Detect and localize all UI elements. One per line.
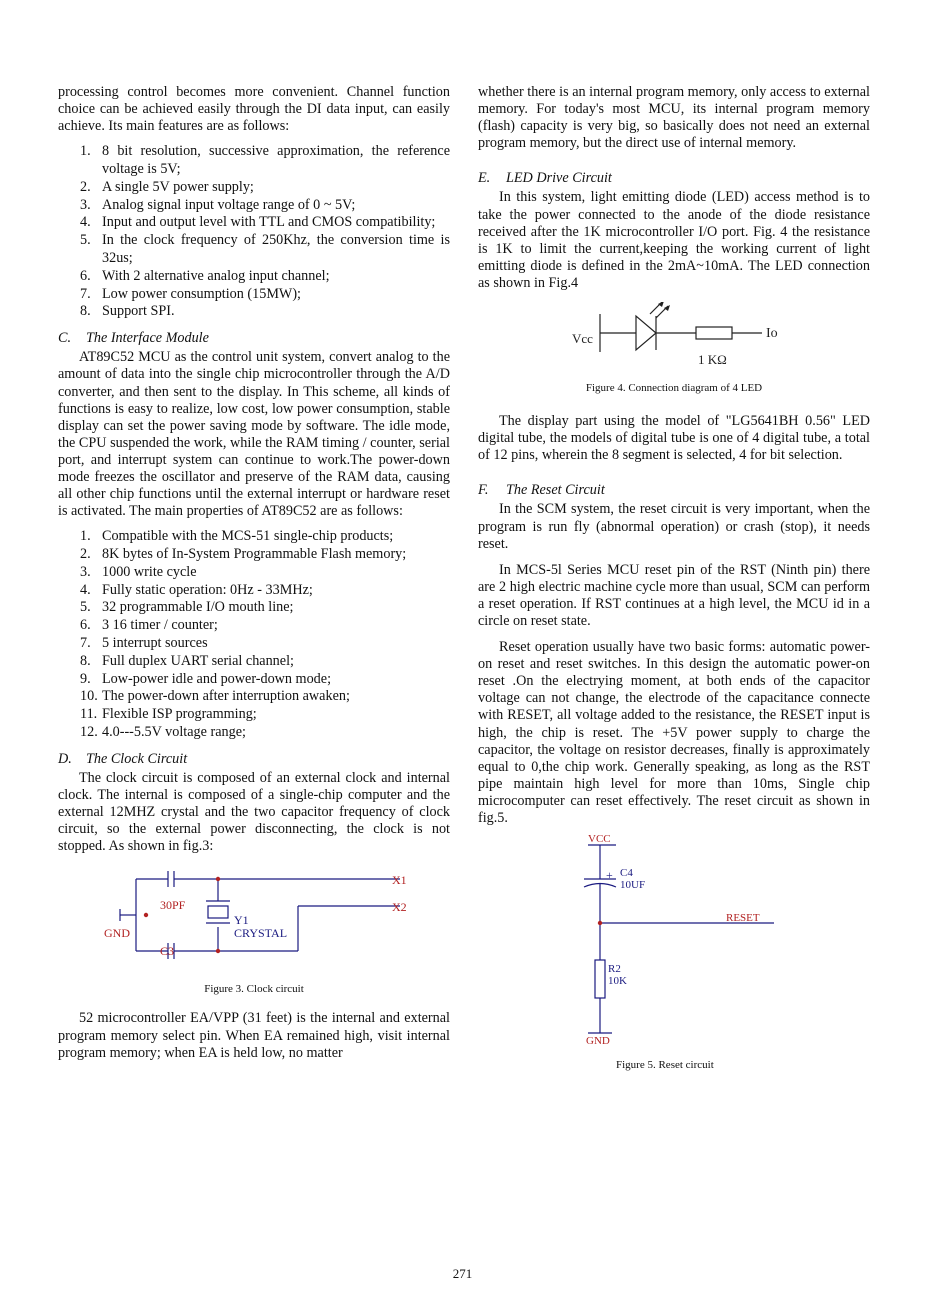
- led-connection-diagram: [478, 302, 870, 374]
- list-item: [80, 546, 450, 564]
- list-item-text: Full duplex UART serial channel;: [102, 652, 294, 669]
- plus-label: +: [606, 868, 613, 883]
- list-item-text: Compatible with the MCS-51 single-chip products;: [102, 528, 394, 545]
- section-d-paragraph: The clock circuit is composed of an external clock and internal clock. The internal is composed of a single-chip computer and the external 12MHZ crystal and the two capacitor frequency of clock circuit, so the external power disconnecting, the clock is not stopped. As shown in fig.3:: [58, 769, 450, 855]
- reset-circuit-diagram: [478, 833, 870, 1051]
- list-item: [80, 617, 450, 635]
- list-item: [80, 197, 450, 215]
- list-item-text: 8 bit resolution, successive approximation, the reference voltage is 5V;: [102, 143, 450, 178]
- gnd-label: GND: [586, 1035, 610, 1048]
- list-item-text: Input and output level with TTL and CMOS compatibility;: [102, 214, 436, 231]
- reset-label: RESET: [726, 912, 760, 925]
- section-d-heading: D. The Clock Circuit: [58, 750, 188, 767]
- list-item-number: 2.: [80, 178, 91, 195]
- resistance-label: 10K: [608, 975, 627, 988]
- list-item-text: 3 16 timer / counter;: [102, 617, 218, 634]
- list-item-number: 1.: [80, 528, 91, 545]
- ea-continuation-paragraph: whether there is an internal program memory, only access to external memory. For today's most MCU, its internal program memory (flash) capacity is very big, so basically does not need an external program memory, but the direct use of internal memory.: [478, 84, 870, 152]
- right-column: [478, 84, 870, 1072]
- list-item-text: 4.0---5.5V voltage range;: [102, 724, 246, 741]
- figure-3: [58, 861, 450, 996]
- list-item-number: 1.: [80, 143, 91, 160]
- mcu-feature-list: [58, 528, 450, 742]
- section-c-paragraph: AT89C52 MCU as the control unit system, convert analog to the amount of data into the single chip microcontroller through the A/D converter, and then sent to the display. In This scheme, all kinds of functions is easy to realize, low cost, low power consumption, stable display can set the power saving mode by software. The idle mode, the CPU suspended the work, while the RAM timing / counter, serial port, and interrupt system can continue to work.The power-down mode freezes the oscillator and preserve of the RAM data, causing all other chip functions until the external interrupt or hardware reset is activated. The main properties of AT89C52 are as follows:: [58, 349, 450, 520]
- list-item-text: The power-down after interruption awaken;: [102, 688, 350, 705]
- list-item: [80, 688, 450, 706]
- list-item-number: 8.: [80, 652, 91, 669]
- list-item-number: 9.: [80, 670, 91, 687]
- list-item-number: 5.: [80, 232, 91, 249]
- list-item-number: 7.: [80, 285, 91, 302]
- reset-paragraph-2: In MCS-5l Series MCU reset pin of the RST (Ninth pin) there are 2 high electric machine cycle more than usual, SCM can perform a reset operation. If RST continues at a high level, the MCU id in a circle on reset state.: [478, 561, 870, 629]
- list-item: [80, 143, 450, 179]
- list-item: [80, 303, 450, 321]
- list-item-number: 4.: [80, 581, 91, 598]
- list-item-text: 1000 write cycle: [102, 563, 197, 580]
- reset-paragraph-1: In the SCM system, the reset circuit is very important, when the program is run fly (abnormal operation) or crash (stop), it needs reset.: [478, 501, 870, 552]
- vcc-label: VCC: [588, 833, 611, 846]
- cap1-label: 30PF: [160, 898, 186, 913]
- list-item: [80, 179, 450, 197]
- vcc-label: Vcc: [572, 331, 593, 347]
- list-item: [80, 214, 450, 232]
- list-item-text: Fully static operation: 0Hz - 33MHz;: [102, 581, 313, 598]
- list-item-text: In the clock frequency of 250Khz, the conversion time is 32us;: [102, 232, 450, 267]
- list-item-number: 7.: [80, 635, 91, 652]
- list-item-text: Flexible ISP programming;: [102, 706, 257, 723]
- list-item: [80, 528, 450, 546]
- list-item-number: 2.: [80, 546, 91, 563]
- c3-label: C3: [160, 944, 175, 959]
- list-item: [80, 599, 450, 617]
- list-item: [80, 724, 450, 742]
- list-item-number: 10.: [80, 688, 98, 705]
- y1-label: Y1: [234, 913, 249, 928]
- list-item-text: Support SPI.: [102, 303, 175, 320]
- list-item-number: 6.: [80, 267, 91, 284]
- x1-label: X1: [392, 873, 407, 888]
- clock-circuit-diagram: [58, 861, 450, 977]
- intro-paragraph: processing control becomes more convenient. Channel function choice can be achieved easily through the DI data input, can easily achieve. Its main features are as follows:: [58, 84, 450, 135]
- list-item-text: With 2 alternative analog input channel;: [102, 267, 330, 284]
- list-item-text: Low-power idle and power-down mode;: [102, 670, 332, 687]
- figure-4-caption: Figure 4. Connection diagram of 4 LED: [585, 382, 763, 395]
- list-item: [80, 564, 450, 582]
- section-f-heading: F. The Reset Circuit: [478, 482, 605, 499]
- left-column: [58, 84, 450, 1062]
- figure-3-caption: Figure 3. Clock circuit: [204, 983, 304, 996]
- x2-label: X2: [392, 900, 407, 915]
- list-item-text: A single 5V power supply;: [102, 178, 254, 195]
- list-item-text: 32 programmable I/O mouth line;: [102, 599, 294, 616]
- list-item-number: 11.: [80, 706, 98, 723]
- section-c-heading: C. The Interface Module: [58, 330, 209, 347]
- list-item-number: 3.: [80, 563, 91, 580]
- gnd-label: GND: [104, 926, 130, 941]
- list-item: [80, 582, 450, 600]
- list-item-number: 6.: [80, 617, 91, 634]
- io-label: Io: [766, 326, 778, 342]
- list-item-number: 12.: [80, 724, 98, 741]
- list-item-number: 4.: [80, 214, 91, 231]
- adc-feature-list: [58, 143, 450, 321]
- capacitance-label: 10UF: [620, 879, 646, 892]
- list-item: [80, 286, 450, 304]
- figure-5-caption: Figure 5. Reset circuit: [616, 1059, 714, 1072]
- list-item-number: 8.: [80, 303, 91, 320]
- figure-4: [478, 302, 870, 395]
- list-item-text: Low power consumption (15MW);: [102, 285, 301, 302]
- list-item-number: 3.: [80, 196, 91, 213]
- list-item: [80, 268, 450, 286]
- resistor-label: 1 KΩ: [698, 352, 727, 368]
- list-item: [80, 653, 450, 671]
- section-e-heading: E. LED Drive Circuit: [478, 170, 612, 187]
- list-item-text: 8K bytes of In-System Programmable Flash memory;: [102, 546, 407, 563]
- figure-5: [478, 833, 870, 1072]
- r2-label: R2: [608, 963, 621, 976]
- list-item-number: 5.: [80, 599, 91, 616]
- page-number: 271: [452, 1266, 473, 1281]
- list-item-text: 5 interrupt sources: [102, 635, 208, 652]
- crystal-label: CRYSTAL: [234, 926, 288, 941]
- list-item: [80, 635, 450, 653]
- c4-label: C4: [620, 867, 633, 880]
- list-item: [80, 671, 450, 689]
- section-e-paragraph: In this system, light emitting diode (LED) access method is to take the power connected to the anode of the diode resistance received after the 1K microcontroller I/O port. Fig. 4 the resistance is 1K to limit the current,keeping the working current of light emitting diode is defined in the 2mA~10mA. The LED connection as shown in Fig.4: [478, 189, 870, 291]
- reset-paragraph-3: Reset operation usually have two basic forms: automatic power-on reset and reset switches. In this design the automatic power-on reset .On the electrying moment, at both ends of the capacitor voltage can not change, the electrode of the capacitance connecte with RESET, all voltage added to the resistance, the RESET input is high, the chip is reset. The +5V power supply to charge the capacitor, the voltage on resistor decreases, finally is approximately equal to 0,the chip work. Generally speaking, as long as the RST pipe maintain high level for more than 10ms, Single chip microcomputer can reset effectively. The reset circuit as shown in fig.5.: [478, 639, 870, 826]
- list-item-text: Analog signal input voltage range of 0 ~ 5V;: [102, 196, 356, 213]
- display-paragraph: The display part using the model of "LG5641BH 0.56" LED digital tube, the models of digital tube is one of 4 digital tube, a total of 12 pins, wherein the 8 segment is selected, 4 for bit selection.: [478, 413, 870, 464]
- ea-paragraph: 52 microcontroller EA/VPP (31 feet) is the internal and external program memory select pin. When EA remained high, visit internal program memory; when EA is held low, no matter: [58, 1010, 450, 1061]
- list-item: [80, 232, 450, 268]
- list-item: [80, 706, 450, 724]
